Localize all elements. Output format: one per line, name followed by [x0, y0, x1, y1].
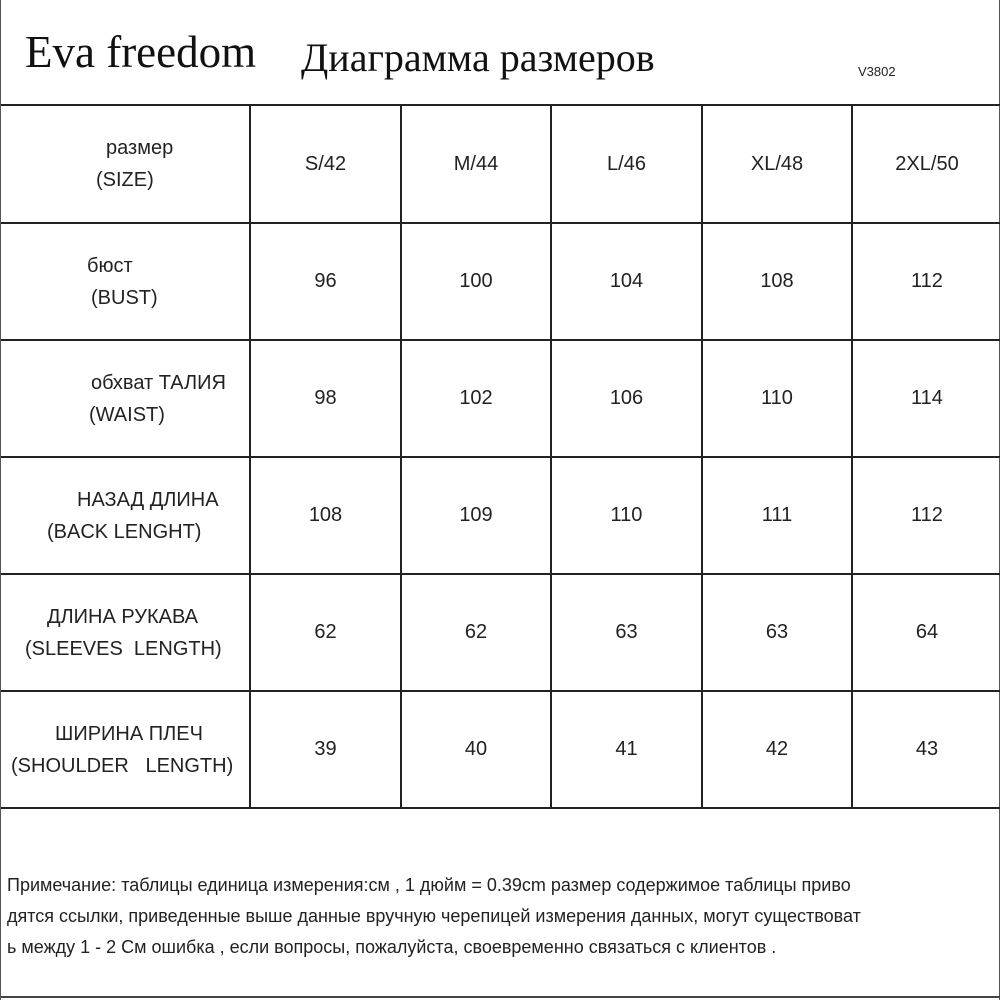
row-label-en: (SIZE) — [96, 169, 154, 191]
measurement-cell: 109 — [401, 457, 551, 574]
measurement-cell: 112 — [852, 457, 1000, 574]
row-label-ru: НАЗАД ДЛИНА — [77, 488, 219, 511]
measurement-cell: 62 — [250, 574, 401, 691]
brand-name: Eva freedom — [25, 27, 257, 77]
size-table — [1, 106, 1000, 809]
row-label-en: (BACK LENGHT) — [47, 520, 202, 543]
size-header-cell: XL/48 — [702, 106, 852, 223]
table-row — [1, 574, 1000, 691]
footnote-line-1: Примечание: таблицы единица измерения:см , 1 дюйм = 0.39cm размер содержимое таблицы приво — [7, 875, 851, 895]
measurement-cell: 110 — [551, 457, 702, 574]
measurement-cell: 110 — [702, 340, 852, 457]
row-label — [1, 223, 250, 340]
row-label-ru: размер — [106, 137, 174, 159]
measurement-cell: 98 — [250, 340, 401, 457]
footnote-line-3: ь между 1 - 2 См ошибка , если вопросы, пожалуйста, своевременно связаться с клиентов . — [7, 937, 777, 957]
measurement-cell: 100 — [401, 223, 551, 340]
row-label-en: (SLEEVES LENGTH) — [25, 637, 222, 660]
size-header-cell: L/46 — [551, 106, 702, 223]
measurement-cell: 111 — [702, 457, 852, 574]
measurement-cell: 108 — [702, 223, 852, 340]
row-label — [1, 457, 250, 574]
row-label — [1, 691, 250, 808]
measurement-cell: 43 — [852, 691, 1000, 808]
model-code: V3802 — [858, 64, 896, 79]
measurement-cell: 63 — [551, 574, 702, 691]
measurement-cell: 104 — [551, 223, 702, 340]
chart-header — [1, 0, 1000, 106]
measurement-cell: 102 — [401, 340, 551, 457]
table-row — [1, 106, 1000, 223]
measurement-cell: 41 — [551, 691, 702, 808]
size-header-cell: M/44 — [401, 106, 551, 223]
row-label-ru: бюст — [87, 254, 133, 277]
measurement-cell: 114 — [852, 340, 1000, 457]
row-label-ru: обхват ТАЛИЯ — [91, 371, 226, 394]
row-label — [1, 340, 250, 457]
table-row — [1, 457, 1000, 574]
measurement-cell: 42 — [702, 691, 852, 808]
table-row — [1, 691, 1000, 808]
measurement-cell: 39 — [250, 691, 401, 808]
size-header-cell: S/42 — [250, 106, 401, 223]
row-label — [1, 574, 250, 691]
measurement-cell: 96 — [250, 223, 401, 340]
row-label — [1, 106, 250, 223]
measurement-cell: 40 — [401, 691, 551, 808]
row-label-en: (SHOULDER LENGTH) — [11, 754, 234, 777]
row-label-ru: ДЛИНА РУКАВА — [47, 605, 198, 628]
size-header-cell: 2XL/50 — [852, 106, 1000, 223]
measurement-cell: 62 — [401, 574, 551, 691]
measurement-cell: 108 — [250, 457, 401, 574]
row-label-en: (WAIST) — [89, 403, 165, 426]
row-label-en: (BUST) — [91, 286, 158, 309]
measurement-cell: 112 — [852, 223, 1000, 340]
bottom-border — [1, 996, 1000, 998]
table-row — [1, 223, 1000, 340]
footnote-line-2: дятся ссылки, приведенные выше данные вручную черепицей измерения данных, могут существоват — [7, 906, 861, 926]
measurement-cell: 63 — [702, 574, 852, 691]
measurement-cell: 64 — [852, 574, 1000, 691]
table-row — [1, 340, 1000, 457]
chart-title: Диаграмма размеров — [301, 35, 655, 80]
row-label-ru: ШИРИНА ПЛЕЧ — [55, 722, 203, 745]
measurement-cell: 106 — [551, 340, 702, 457]
footnote — [1, 870, 1000, 963]
